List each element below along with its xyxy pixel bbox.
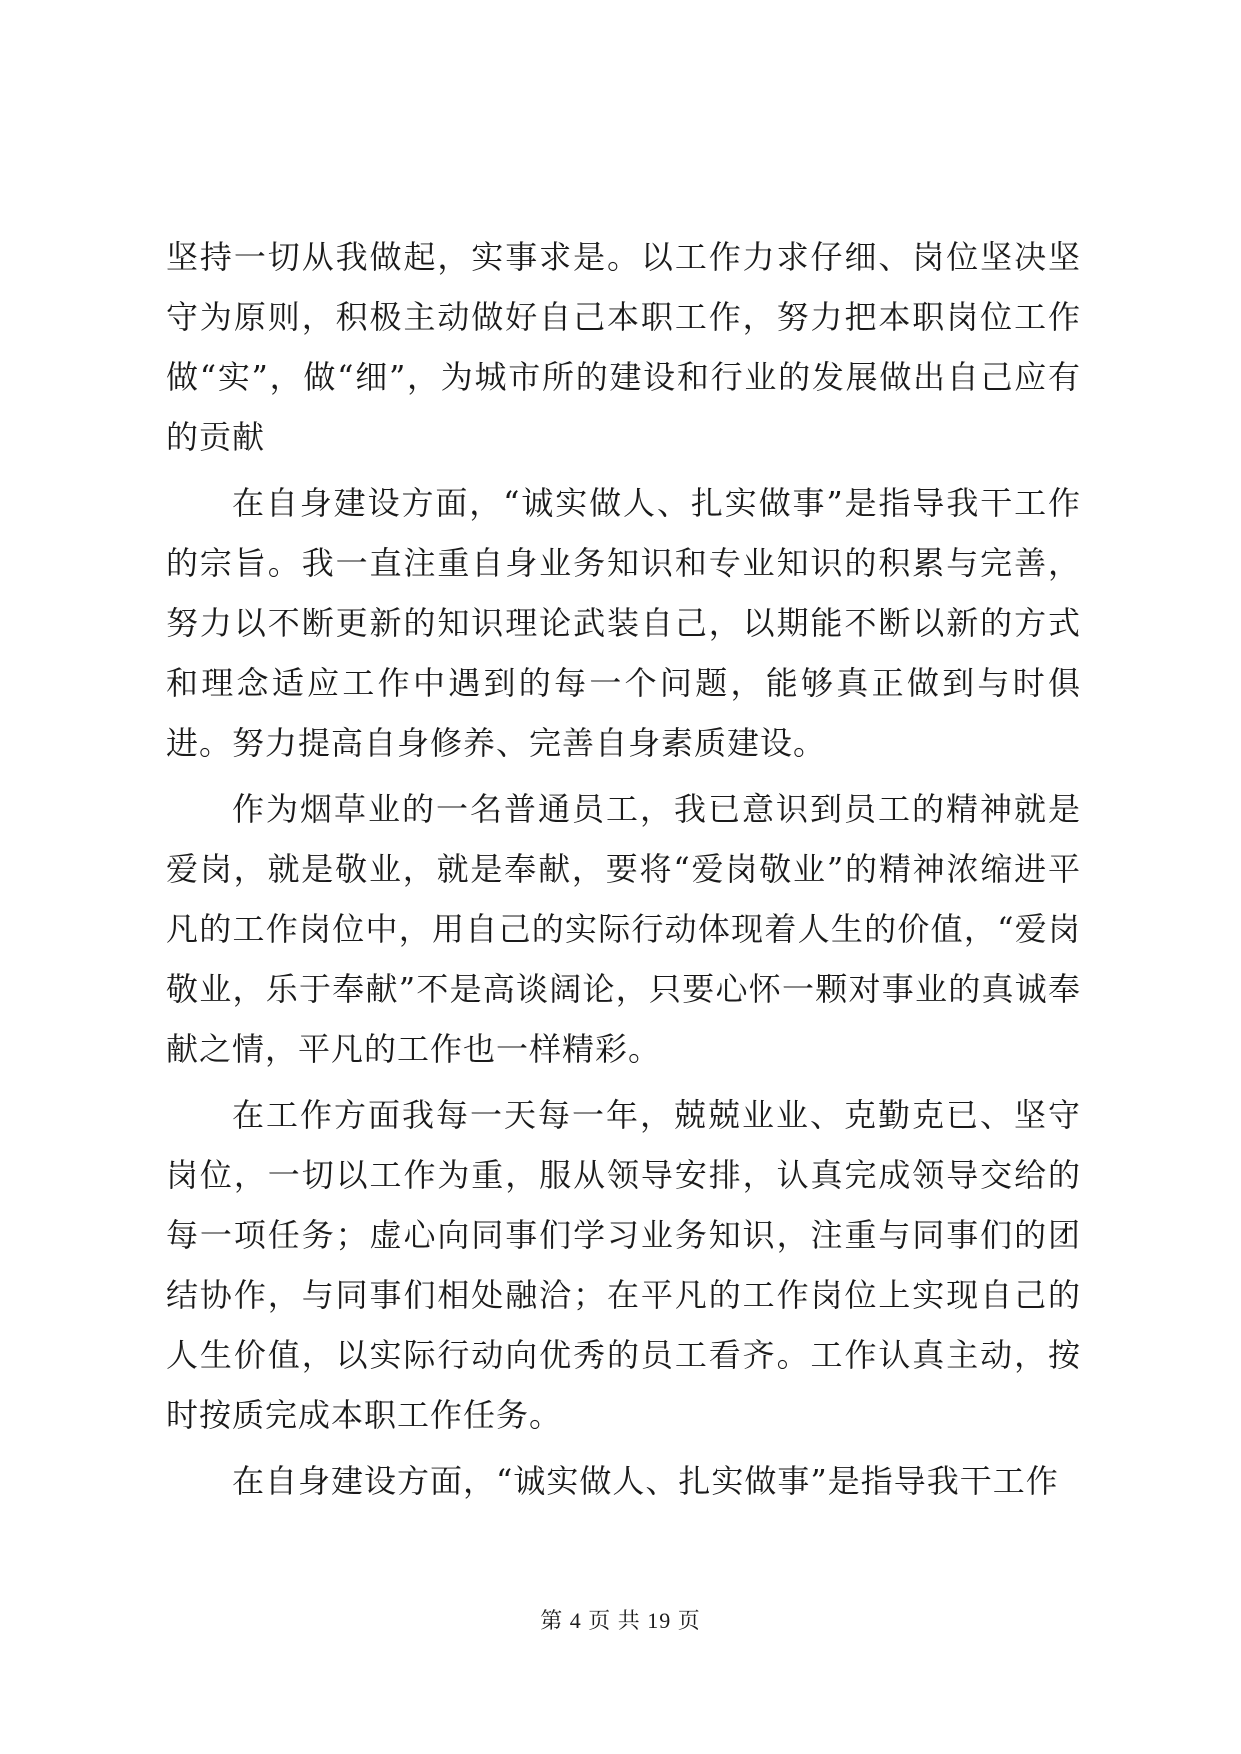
document-body bbox=[166, 227, 1081, 1511]
paragraph-1: 坚持一切从我做起，实事求是。以工作力求仔细、岗位坚决坚守为原则，积极主动做好自己本职工作，努力把本职岗位工作做“实”，做“细”，为城市所的建设和行业的发展做出自己应有的贡献 bbox=[166, 238, 1081, 456]
page-number-footer: 第 4 页 共 19 页 bbox=[540, 1608, 701, 1633]
paragraph-3: 作为烟草业的一名普通员工，我已意识到员工的精神就是爱岗，就是敬业，就是奉献，要将“爱岗敬业”的精神浓缩进平凡的工作岗位中，用自己的实际行动体现着人生的价值，“爱岗敬业，乐于奉献”不是高谈阔论，只要心怀一颗对事业的真诚奉献之情，平凡的工作也一样精彩。 bbox=[166, 790, 1081, 1068]
paragraph-2: 在自身建设方面，“诚实做人、扎实做事”是指导我干工作的宗旨。我一直注重自身业务知识和专业知识的积累与完善，努力以不断更新的知识理论武装自己，以期能不断以新的方式和理念适应工作中遇到的每一个问题，能够真正做到与时俱进。努力提高自身修养、完善自身素质建设。 bbox=[166, 484, 1081, 762]
paragraph-5: 在自身建设方面，“诚实做人、扎实做事”是指导我干工作 bbox=[232, 1462, 1059, 1500]
paragraph-4: 在工作方面我每一天每一年，兢兢业业、克勤克已、坚守岗位，一切以工作为重，服从领导安排，认真完成领导交给的每一项任务；虚心向同事们学习业务知识，注重与同事们的团结协作，与同事们相处融洽；在平凡的工作岗位上实现自己的人生价值，以实际行动向优秀的员工看齐。工作认真主动，按时按质完成本职工作任务。 bbox=[166, 1096, 1081, 1434]
